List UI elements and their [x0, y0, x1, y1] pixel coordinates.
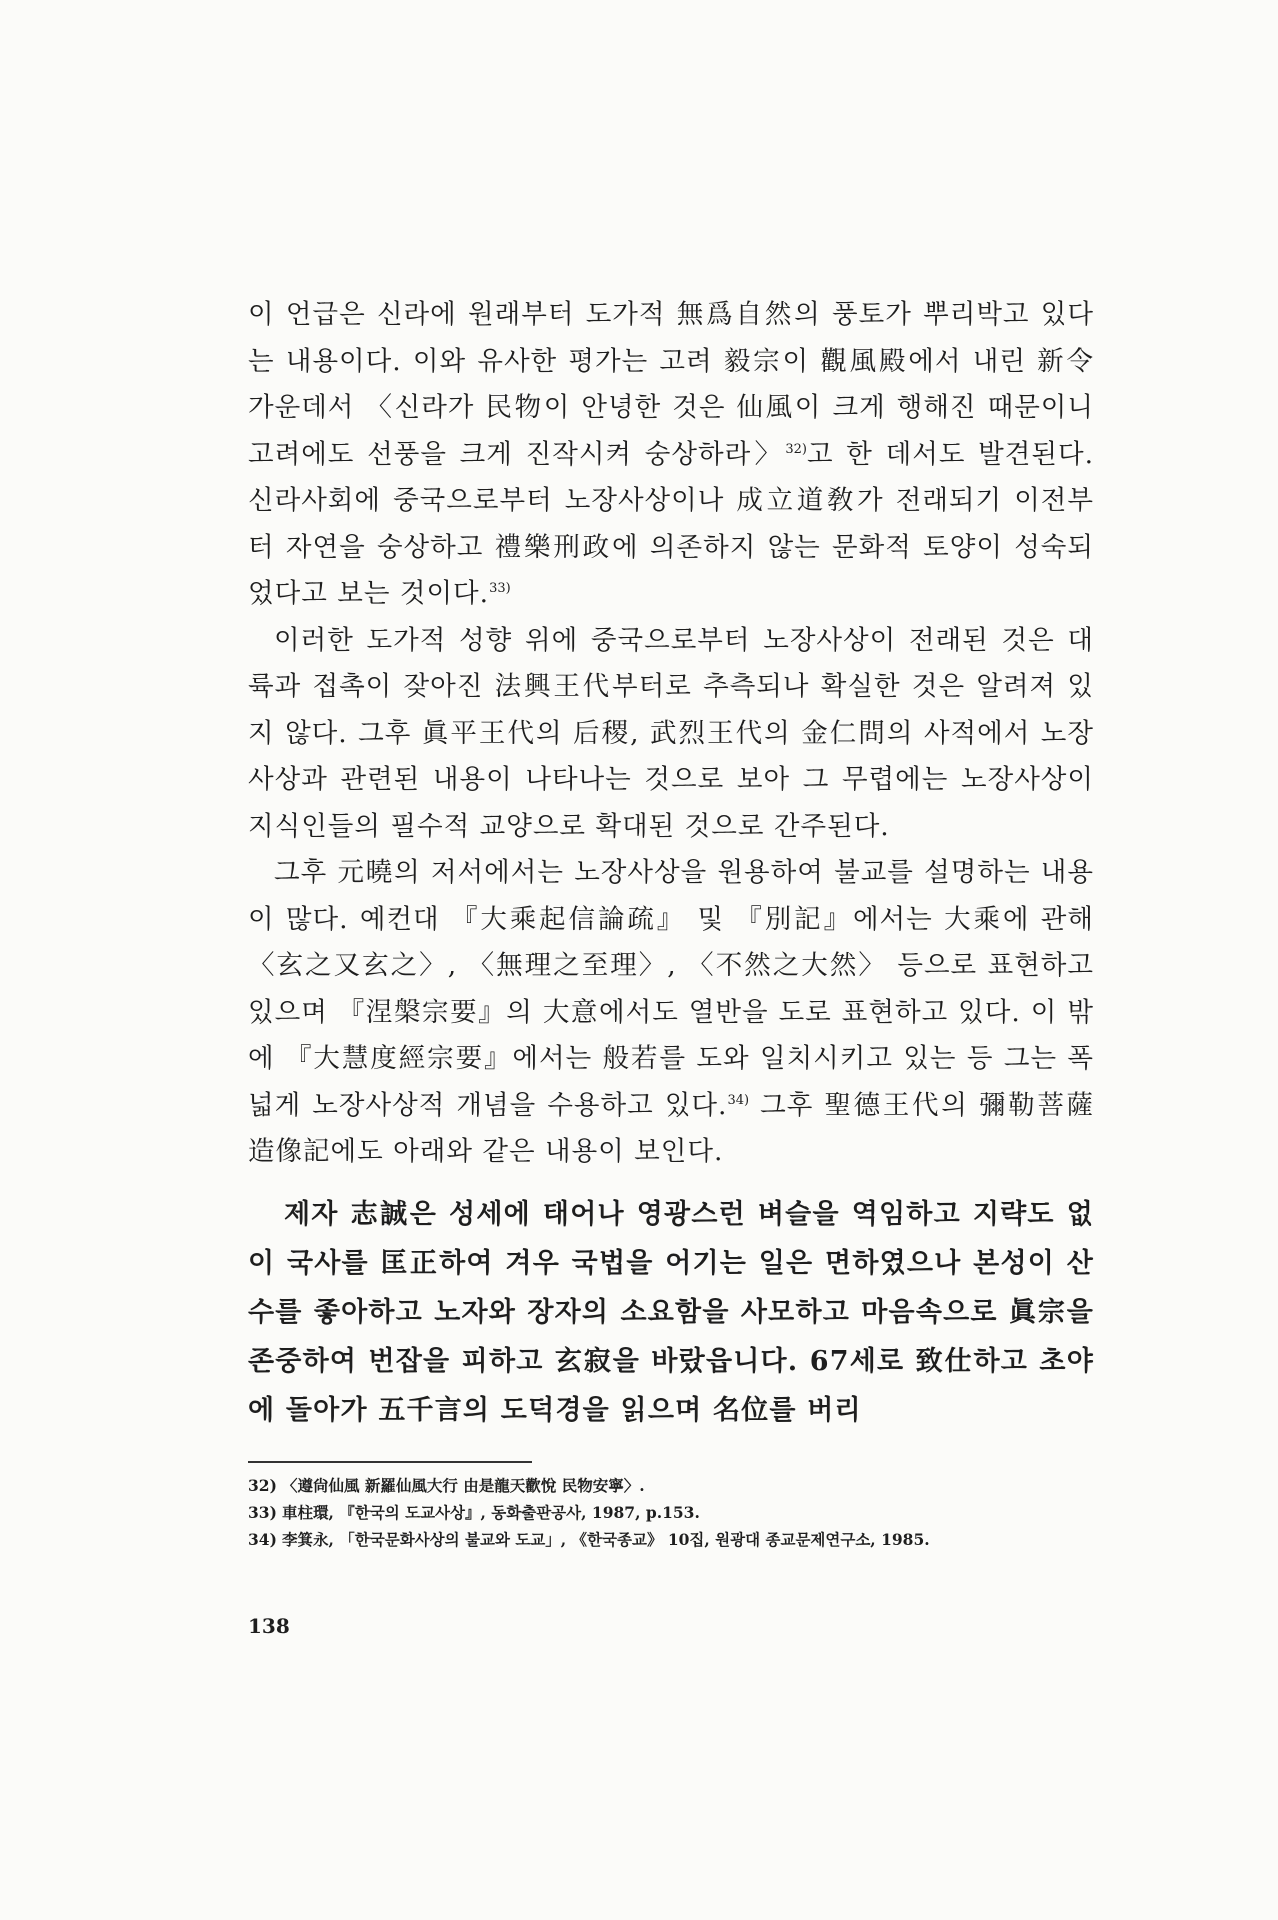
- footnote-number: 33): [248, 1503, 277, 1522]
- footnote-text: 〈遵尙仙風 新羅仙風大行 由是龍天歡悅 民物安寧〉.: [282, 1476, 645, 1495]
- paragraph-3-rest: 그후 聖德王代의 彌勒菩薩造像記에도 아래와 같은 내용이 보인다.: [248, 1089, 1094, 1167]
- paragraph-3-text: 그후 元曉의 저서에서는 노장사상을 원용하여 불교를 설명하는 내용이 많다. 예컨대 『大乘起信論疏』 및 『別記』에서는 大乘에 관해 〈玄之又玄之〉, 〈無理之至理〉, 〈不然之大然〉 등으로 표현하고 있으며 『涅槃宗要』의 大意에서도 열반을 도로 표현하고 있다. 이 밖에 『大慧度經宗要』에서는 般若를 도와 일치시키고 있는 등 그는 폭넓게 노장사상적 개념을 수용하고 있다.: [248, 857, 1094, 1121]
- footnote-32: [248, 1472, 1094, 1499]
- page-number: 138: [248, 1614, 290, 1638]
- quote-text: 제자 志誠은 성세에 태어나 영광스런 벼슬을 역임하고 지략도 없이 국사를 匡正하여 겨우 국법을 어기는 일은 면하였으나 본성이 산수를 좋아하고 노자와 장자의 소요함을 사모하고 마음속으로 眞宗을 존중하여 번잡을 피하고 玄寂을 바랐읍니다. 67세로 致仕하고 초야에 돌아가 五千言의 도덕경을 읽으며 名位를 버리: [248, 1199, 1094, 1426]
- paragraph-2-text: 이러한 도가적 성향 위에 중국으로부터 노장사상이 전래된 것은 대륙과 접촉이 잦아진 法興王代부터로 추측되나 확실한 것은 알려져 있지 않다. 그후 眞平王代의 后稷, 武烈王代의 金仁問의 사적에서 노장사상과 관련된 내용이 나타나는 것으로 보아 그 무렵에는 노장사상이 지식인들의 필수적 교양으로 확대된 것으로 간주된다.: [248, 624, 1094, 842]
- footnote-divider: [248, 1461, 532, 1463]
- footnote-text: 李箕永, 「한국문화사상의 불교와 도교」, 《한국종교》 10집, 원광대 종교문제연구소, 1985.: [282, 1530, 930, 1549]
- footnote-number: 34): [248, 1530, 277, 1549]
- paragraph-1-text: 이 언급은 신라에 원래부터 도가적 無爲自然의 풍토가 뿌리박고 있다는 내용이다. 이와 유사한 평가는 고려 毅宗이 觀風殿에서 내린 新令 가운데서 〈신라가 民物이 안녕한 것은 仙風이 크게 행해진 때문이니 고려에도 선풍을 크게 진작시켜 숭상하라〉: [248, 299, 1094, 470]
- footnote-number: 32): [248, 1476, 277, 1495]
- footnote-34: [248, 1526, 1094, 1553]
- block-quote: [248, 1190, 1094, 1435]
- footnote-ref-34: 34): [727, 1092, 750, 1108]
- footnote-text: 車柱環, 『한국의 도교사상』, 동화출판공사, 1987, p.153.: [282, 1503, 700, 1522]
- paragraph-1-rest: 고 한 데서도 발견된다. 신라사회에 중국으로부터 노장사상이나 成立道敎가 전래되기 이전부터 자연을 숭상하고 禮樂刑政에 의존하지 않는 문화적 토양이 성숙되었다고 보는 것이다.: [248, 438, 1094, 609]
- footnote-ref-32: 32): [785, 441, 807, 457]
- paragraph-3: [248, 850, 1094, 1176]
- paragraph-2: [248, 618, 1094, 851]
- paragraph-1: [248, 292, 1094, 618]
- body-text: [248, 292, 1094, 1176]
- footnotes: [248, 1472, 1094, 1553]
- footnote-33: [248, 1499, 1094, 1526]
- footnote-ref-33: 33): [489, 581, 511, 597]
